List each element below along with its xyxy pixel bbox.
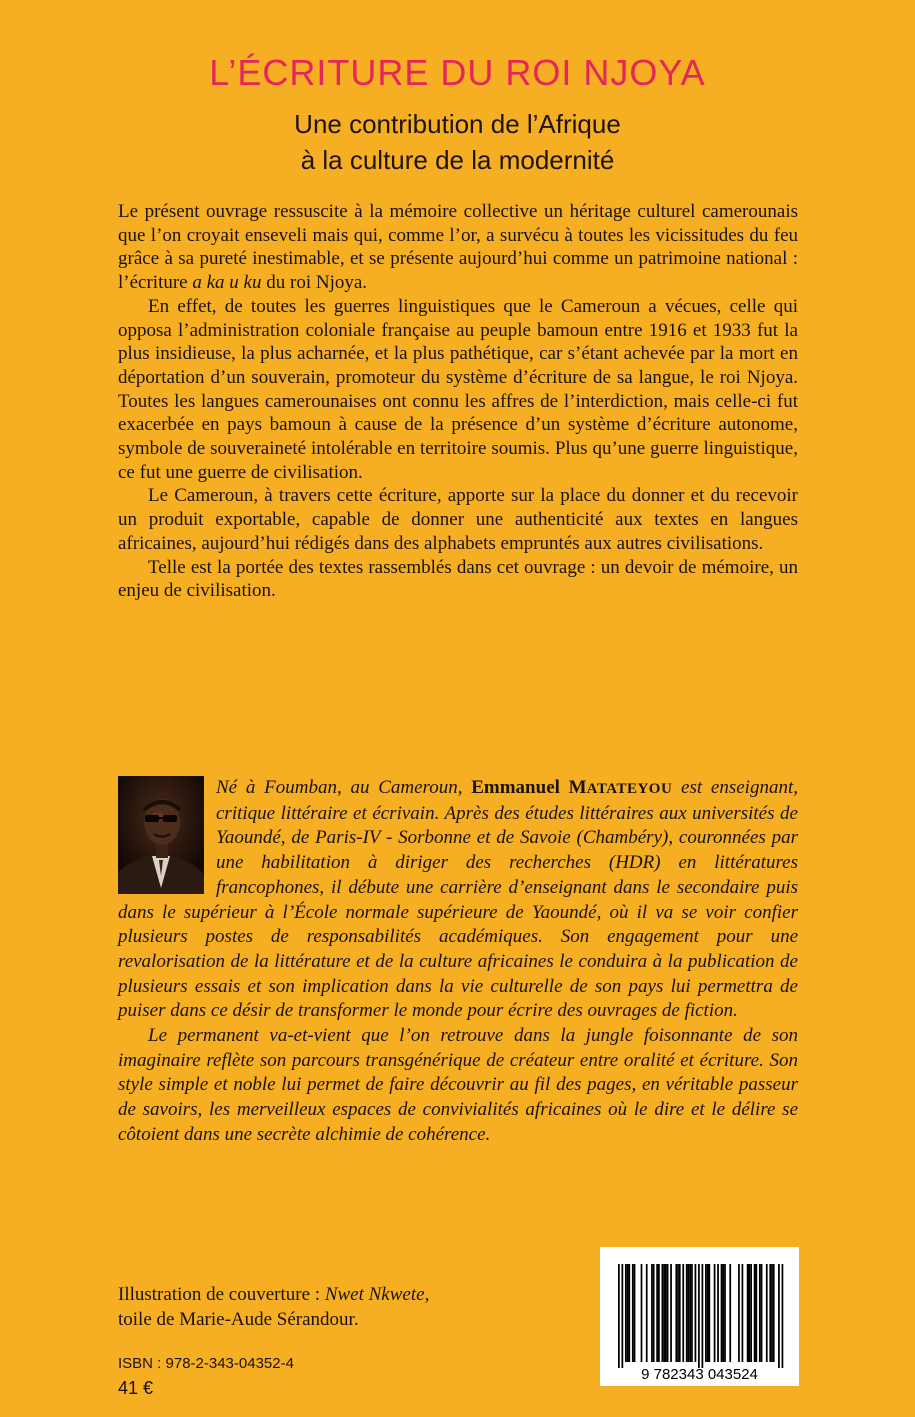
barcode-bar <box>717 1264 719 1362</box>
barcode-bar <box>682 1264 684 1362</box>
barcode-bar <box>656 1264 658 1362</box>
barcode-bar <box>653 1264 655 1362</box>
barcode-bar <box>738 1264 740 1362</box>
barcode-bar <box>724 1264 726 1362</box>
barcode-bar <box>771 1264 773 1362</box>
barcode-bar <box>625 1264 627 1362</box>
barcode-bar <box>773 1264 775 1362</box>
barcode-bar <box>667 1264 669 1362</box>
barcode-bar <box>628 1264 630 1362</box>
barcode-bar <box>662 1264 664 1362</box>
author-name: Emmanuel MATATEYOU <box>471 777 673 798</box>
summary-p1-end: du roi Njoya. <box>261 272 368 294</box>
summary-paragraph-4: Telle est la portée des textes rassemblés dans cet ouvrage : un devoir de mémoire, un enjeu de civilisation. <box>118 556 798 602</box>
barcode-bar <box>634 1264 636 1362</box>
summary-paragraph-3: Le Cameroun, à travers cette écriture, apporte sur la place du donner et du recevoir un produit exportable, capable de donner une authenticité aux textes en langues africaines, aujourd’hui rédigés dans des alphabets empruntés aux autres civilisations. <box>118 485 798 554</box>
barcode-bar <box>747 1264 749 1362</box>
author-biography <box>118 776 798 1148</box>
barcode-bar <box>707 1264 709 1362</box>
cover-illustration-credit <box>118 1282 568 1332</box>
barcode-bar <box>750 1264 752 1362</box>
barcode-bar <box>766 1264 768 1362</box>
summary-paragraph-2: En effet, de toutes les guerres linguistiques que le Cameroun a vécues, celle qui opposa l’administration coloniale française au peuple bamoun entre 1916 et 1933 fut la plus insidieuse, la plus acharnée, et la plus pathétique, car s’étant achevée par la mort en déportation d’un souverain, promoteur du système d’écriture de sa langue, le roi Njoya. Toutes les langues camerounaises ont connu les affres de l’interdiction, mais celle-ci fut exacerbée en pays bamoun à cause de la présence d’un système d’écriture autonome, symbole de souveraineté intolérable en territoire soumis. Plus qu’une guerre linguistique, ce fut une guerre de civilisation. <box>118 295 798 483</box>
subtitle-line-1: Une contribution de l’Afrique <box>294 109 621 139</box>
barcode-bar <box>670 1264 672 1362</box>
barcode-bar <box>675 1264 677 1362</box>
barcode-bar <box>782 1264 784 1368</box>
barcode-bar <box>641 1264 643 1362</box>
barcode-bar <box>663 1264 665 1362</box>
barcode-bar <box>721 1264 723 1362</box>
book-subtitle <box>0 106 915 178</box>
bio-rest: est enseignant, critique littéraire et écrivain. Après des études littéraires aux universités de Yaoundé, de Paris-IV - Sorbonne et de Savoie (Chambéry), couronnées par une habilitation à diriger des recherches (HDR) en littératures francophones, il débute une carrière d’enseignant dans le secondaire puis dans le supérieur à l’École normale supérieure de Yaoundé, où il va se voir confier plusieurs postes de responsabilités académiques. Son engagement pour une revalorisation de la littérature et de la culture africaines le conduira à la publication de plusieurs essais et son implication dans la vie culturelle de son pays lui permettra de puiser dans ce désir de transformer le monde pour écrire des ouvrages de fiction. <box>118 777 798 1022</box>
barcode-bar <box>778 1264 780 1368</box>
summary-p1-text: Le présent ouvrage ressuscite à la mémoire collective un héritage culturel camerounais que l’on croyait enseveli mais qui, comme l’or, a survécu à toutes les vicissitudes du feu grâce à sa pureté inestimable, et se présente aujourd’hui comme un patrimoine national : l’écriture <box>118 201 798 294</box>
barcode-bar <box>689 1264 691 1362</box>
price: 41 € <box>118 1378 154 1398</box>
barcode-bar <box>679 1264 681 1362</box>
barcode-bar <box>646 1264 648 1362</box>
barcode-bar <box>702 1264 704 1368</box>
summary-paragraph-1 <box>118 200 798 295</box>
barcode-bar <box>688 1264 690 1362</box>
barcode-bar <box>658 1264 660 1362</box>
barcode-bar <box>695 1264 697 1362</box>
barcode-bar <box>677 1264 679 1362</box>
subtitle-line-2: à la culture de la modernité <box>300 145 615 175</box>
barcode-bar <box>698 1264 700 1368</box>
barcode-bar <box>691 1264 693 1362</box>
barcode-bar <box>708 1264 710 1362</box>
barcode-bar <box>742 1264 744 1362</box>
barcode-bar <box>755 1264 757 1362</box>
illustration-line-1: Illustration de couverture : Nwet Nkwete, <box>118 1284 430 1305</box>
bio-start: Né à Foumban, au Cameroun, <box>216 777 472 798</box>
barcode-bar <box>665 1264 667 1362</box>
barcode-bar <box>705 1264 707 1362</box>
barcode-bar <box>651 1264 653 1362</box>
barcode <box>600 1247 799 1386</box>
bio-paragraph-1 <box>118 776 798 1024</box>
book-summary <box>118 200 798 603</box>
illustration-line-2: toile de Marie-Aude Sérandour. <box>118 1309 359 1330</box>
barcode-bar <box>714 1264 716 1362</box>
barcode-bar <box>632 1264 634 1362</box>
illustration-title: Nwet Nkwete <box>324 1284 425 1305</box>
barcode-bar <box>759 1264 761 1362</box>
barcode-bar <box>618 1264 620 1368</box>
barcode-bar <box>769 1264 771 1362</box>
script-name: a ka u ku <box>192 272 262 294</box>
barcode-bar <box>722 1264 724 1362</box>
barcode-bar <box>686 1264 688 1362</box>
barcode-digits: 9 782343 043524 <box>641 1366 758 1383</box>
barcode-bar <box>627 1264 629 1362</box>
barcode-bar <box>621 1264 623 1368</box>
bio-paragraph-2: Le permanent va-et-vient que l’on retrouve dans la jungle foisonnante de son imaginaire reflète son parcours transgénérique de créateur entre oralité et écriture. Son style simple et noble lui permet de faire découvrir au fil des pages, en véritable passeur de savoirs, les merveilleux espaces de convivialités africaines où le dire et le délire se côtoient dans une secrète alchimie de cohérence. <box>118 1025 798 1145</box>
barcode-bar <box>761 1264 763 1362</box>
barcode-bar <box>729 1264 731 1362</box>
book-title: L’ÉCRITURE DU ROI NJOYA <box>209 52 706 93</box>
isbn: ISBN : 978-2-343-04352-4 <box>118 1355 294 1372</box>
barcode-bar <box>754 1264 756 1362</box>
barcode-bar <box>749 1264 751 1362</box>
